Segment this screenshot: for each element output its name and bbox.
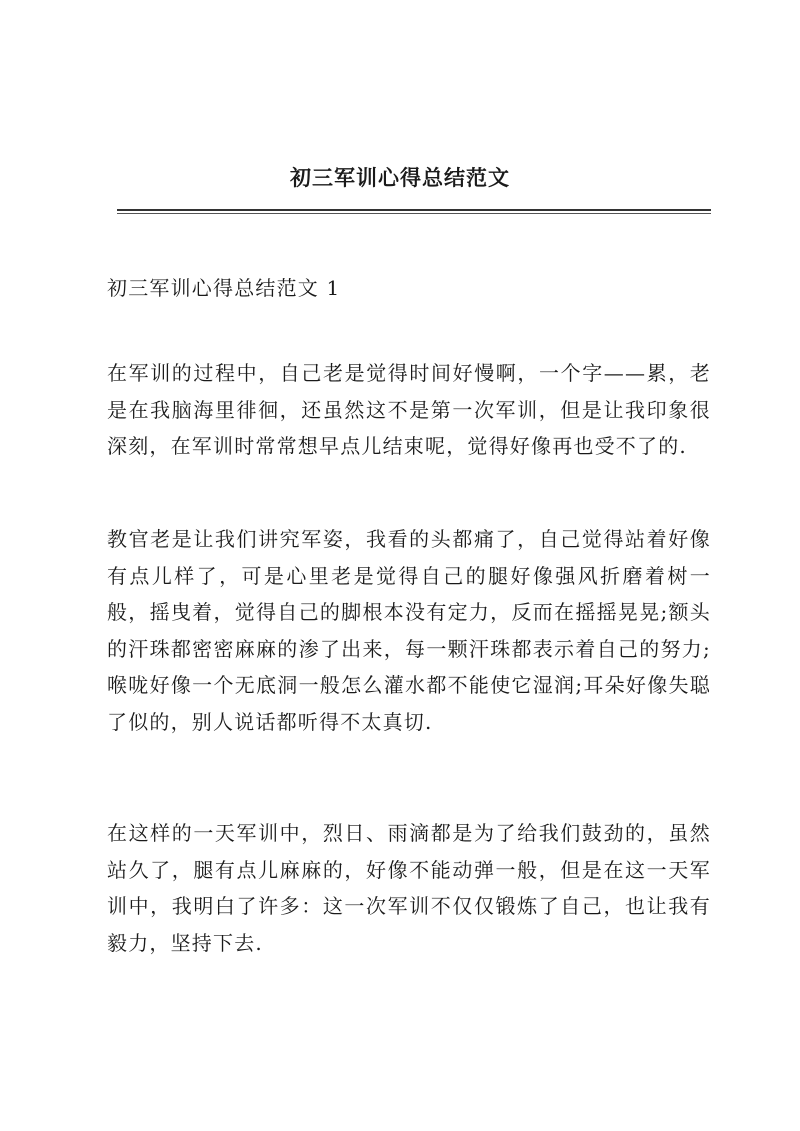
section-heading: 初三军训心得总结范文 1	[107, 276, 341, 300]
title-underline-thin	[117, 213, 711, 214]
title-underline	[117, 209, 711, 211]
document-title: 初三军训心得总结范文	[290, 165, 510, 190]
paragraph-3: 在这样的一天军训中，烈日、雨滴都是为了给我们鼓劲的，虽然站久了，腿有点儿麻麻的，好像不能动弹一般，但是在这一天军训中，我明白了许多：这一次军训不仅仅锻炼了自己，也让我有毅力，坚持下去.	[107, 821, 711, 955]
paragraph-2: 教官老是让我们讲究军姿，我看的头都痛了，自己觉得站着好像有点儿样了，可是心里老是觉得自己的腿好像强风折磨着树一般，摇曳着，觉得自己的脚根本没有定力，反而在摇摇晃晃;额头的汗珠都密密麻麻的渗了出来，每一颗汗珠都表示着自己的努力;喉咙好像一个无底洞一般怎么灌水都不能使它湿润;耳朵好像失聪了似的，别人说话都听得不太真切.	[107, 527, 711, 734]
paragraph-1: 在军训的过程中，自己老是觉得时间好慢啊，一个字——累，老是在我脑海里徘徊，还虽然这不是第一次军训，但是让我印象很深刻，在军训时常常想早点儿结束呢，觉得好像再也受不了的.	[107, 361, 711, 458]
